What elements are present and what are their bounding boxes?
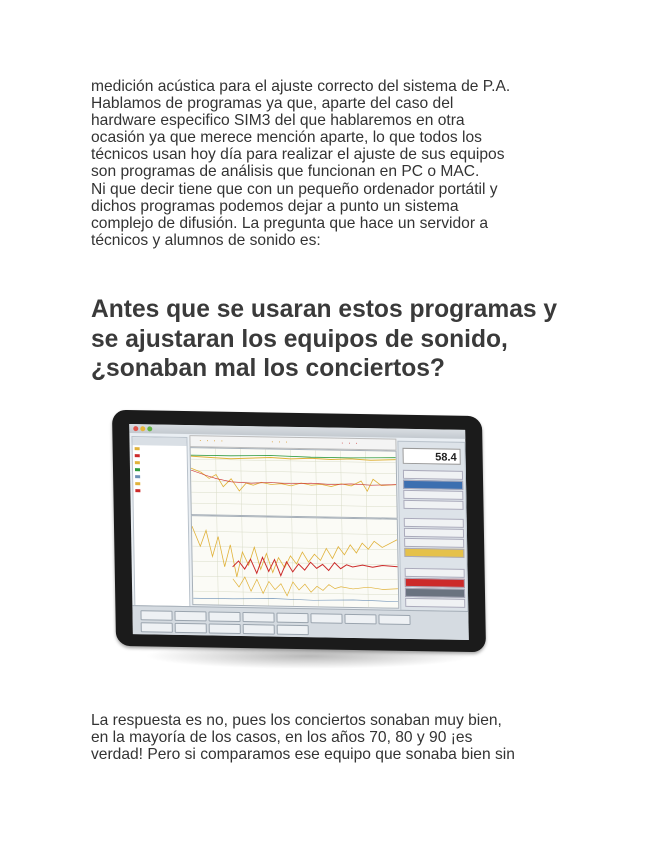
text-line: Ni que decir tiene que con un pequeño ordenador portátil y	[91, 180, 498, 198]
panel-button[interactable]	[404, 548, 464, 558]
paragraph-intro	[91, 78, 571, 249]
panel-button[interactable]	[403, 500, 463, 510]
toolbar-button[interactable]	[242, 612, 274, 623]
readout-digits: · · · ·	[198, 437, 224, 445]
toolbar-button[interactable]	[209, 623, 241, 634]
measurement-list-panel	[131, 436, 190, 607]
spl-readout: 58.4	[403, 448, 461, 465]
phase-coherence-graph	[191, 515, 400, 609]
text-line: dichos programas podemos dejar a punto un sistema	[91, 197, 459, 215]
toolbar-button[interactable]	[243, 624, 275, 635]
toolbar-button[interactable]	[378, 614, 410, 625]
paragraph-answer	[91, 712, 571, 763]
close-dot-icon	[133, 426, 138, 431]
text-line: complejo de difusión. La pregunta que hace un servidor a	[91, 214, 489, 232]
tablet-figure	[104, 407, 496, 667]
panel-button[interactable]	[404, 518, 464, 528]
readout-digits: · · ·	[270, 438, 289, 446]
panel-button[interactable]	[405, 578, 465, 588]
toolbar-button[interactable]	[174, 611, 206, 622]
panel-button[interactable]	[405, 598, 465, 608]
minimize-dot-icon	[140, 426, 145, 431]
bottom-toolbar	[132, 605, 468, 640]
text-line: técnicos y alumnos de sonido es:	[91, 231, 321, 249]
text-line: en la mayoría de los casos, en los años 70, 80 y 90 ¡es	[91, 729, 473, 747]
list-item[interactable]	[133, 487, 187, 495]
panel-button[interactable]	[405, 588, 465, 598]
readout-digits: · · ·	[340, 439, 359, 448]
panel-button[interactable]	[405, 568, 465, 578]
analysis-software-screen	[129, 424, 469, 640]
text-line: verdad! Pero si comparamos ese equipo que sonaba bien sin	[91, 746, 515, 764]
panel-button[interactable]	[403, 480, 463, 490]
panel-button[interactable]	[403, 470, 463, 480]
text-line: técnicos usan hoy día para realizar el ajuste de sus equipos	[91, 146, 505, 164]
text-line: La respuesta es no, pues los conciertos sonaban muy bien,	[91, 712, 502, 729]
toolbar-button[interactable]	[277, 625, 309, 636]
tablet-device	[112, 410, 486, 653]
text-line: hardware especifico SIM3 del que hablaremos en otra	[91, 112, 465, 130]
text-line: son programas de análisis que funcionan en PC o MAC.	[91, 163, 480, 181]
control-panel	[397, 441, 468, 612]
magnitude-graph	[190, 447, 398, 519]
zoom-dot-icon	[147, 426, 152, 431]
toolbar-button[interactable]	[141, 622, 173, 633]
text-line: medición acústica para el ajuste correcto del sistema de P.A.	[91, 78, 511, 95]
toolbar-button[interactable]	[208, 611, 240, 622]
toolbar-button[interactable]	[140, 610, 172, 621]
section-heading	[91, 295, 571, 384]
heading-line: se ajustaran los equipos de sonido,	[91, 325, 508, 353]
toolbar-button[interactable]	[276, 613, 308, 624]
panel-button[interactable]	[403, 490, 463, 500]
text-line: ocasión ya que merece mención aparte, lo que todos los	[91, 129, 482, 147]
toolbar-button[interactable]	[344, 614, 376, 625]
heading-line: Antes que se usaran estos programas y	[91, 296, 558, 323]
toolbar-button[interactable]	[310, 613, 342, 624]
panel-button[interactable]	[404, 538, 464, 548]
panel-button[interactable]	[404, 528, 464, 538]
toolbar-button[interactable]	[175, 623, 207, 634]
text-line: Hablamos de programas ya que, aparte del caso del	[91, 95, 454, 113]
heading-line: ¿sonaban mal los conciertos?	[91, 355, 445, 382]
